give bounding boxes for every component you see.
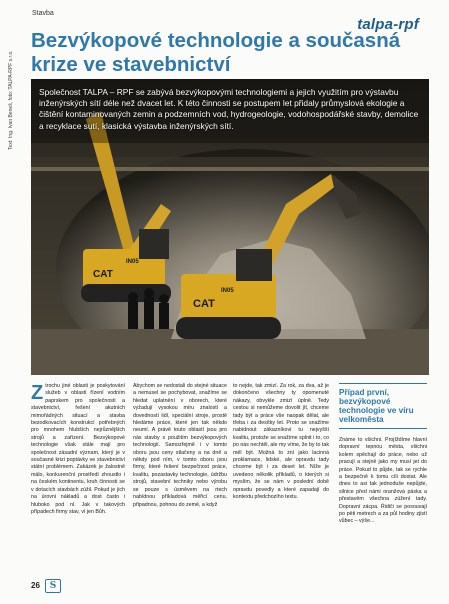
column-1-text: trochu jiné oblasti je poskytování služeb v oblasti řízení vodním paprskem pro společnosti a stavebnictví, řešení akutních mimořádných situací a stavba bezodkovacích konstrukcí potřebných pro mnohem hlubších nejrůznějších strojů a zařízení. Bezvýkopové technologie však stále mají pro společnost zásadní význam, který je v současné krizi poptávky ve stavebnictví státní problémem. Zakázek je žalostně málo, konkurenční prostředí zhoustlo i na českém kontinentu, kruh činnosti se v dotacích stavbách zúžil. Pokud je jich na úrovni nákladů a dost často i hluboko pod ní. Jak v takových případech firmy stav, ví jen Bůh. [31, 383, 125, 515]
column-4-text: Známe to všichni. Projíždíme hlavní dopravní tepnou města, všichni kolem spěchají do práce, nebo už pracují a stejně jako my musí jet do práce. Pokud to půjde, tak se rychle a bezpečně k tomu cíli dostat. Ale dnes to asi tak jednoduše nepůjde, silnice před námi oranžová páska a přestavěm všechna zúžení tady. Dopravní zácpa. Řidiči se posouvají po pěti metrech a za půl hodiny zjistí vůbec – výše... [339, 437, 427, 525]
right-machine-tag: IN05 [221, 288, 234, 294]
right-machine-label: CAT [193, 298, 215, 310]
section-label: Stavba [32, 10, 54, 17]
page-number: 26 [31, 581, 40, 590]
article-body [31, 383, 429, 573]
column-3: to nejde, tak zmizí. Za rok, za dva, až je dokončeno všechny ty opomenuté nákazy, obvykle zmizí úplně. Tedy cestou si nemůžeme dovolit jít, chceme tady být a práce vše naopak dělat, ale třeba i za desítky let. Proto se snažíme nabídnout zákazníkovi tu nejvyšší kvalitu, protože se snažíme splnit i to, co po nás nechtěl, ale my víme, že by to tak měl být. Možná to zní jako lacinná proklamace, lidské, ale opravdu tady chceme být i za deset let. Níže je uvedeno několik příkladů, o kterých si myslím, že se nám v poslední době opravdu povedly a které zapadají do kontextu předchozího textu. [233, 383, 329, 501]
magazine-logo: S [45, 579, 61, 593]
left-machine-tag: IN05 [126, 259, 139, 265]
drop-cap: Z [31, 382, 44, 404]
column-1 [31, 383, 125, 516]
intro-text: Společnost TALPA – RPF se zabývá bezvýkopovými technologiemi a jejich využitím pro výstavbu inženýrských sítí déle než dvacet let. K této činnosti se postupem let přidaly průmyslová ekologie a čištění kontaminovaných zemin a podzemních vod, hydrogeologie, vodohospodářské stavby, demolice a recyklace sutí, klasická výstavba inženýrských sítí. [39, 87, 419, 131]
left-machine-label: CAT [93, 269, 113, 280]
column-4 [339, 383, 427, 526]
case-heading: Případ první, bezvýkopové technologie ve víru velkoměsta [339, 383, 427, 429]
photo-credit: Text: Ing. Ivan Beneš, foto: TALPA-RPF s.r.o. [8, 50, 14, 150]
column-2: Abychom se nedostali do stejné situace a nemusel se pochybovat, snažíme se hledat uplatnění v oborech, které vyžadují vysokou míru znalostí a dovedností lidí, speciální stroje, prostě hledáme práce, které jen tak někdo neumí. A právě touto oblastí jsou pro nás stavby s použitím bezvýkopových technologií. Samozřejmě i v tomto oboru jsou ceny stlačeny a na dně a někdy pod ním, v tomto oboru jsou firmy, které řešení bezpečnost práce, kvalitu, pozastavky technologie, údržbu strojů, stavební techniky nebo výrobu se pouze s úsměvem na rtech nabídnou příkladová měřicí cenu, připadnou, pohnou do země, a když [133, 383, 227, 508]
page-title: Bezvýkopové technologie a současná krize ve stavebnictví [31, 29, 401, 76]
brand-logo: talpa-rpf [357, 16, 419, 33]
demolition-photo [31, 79, 429, 375]
worker-silhouettes [128, 288, 169, 329]
